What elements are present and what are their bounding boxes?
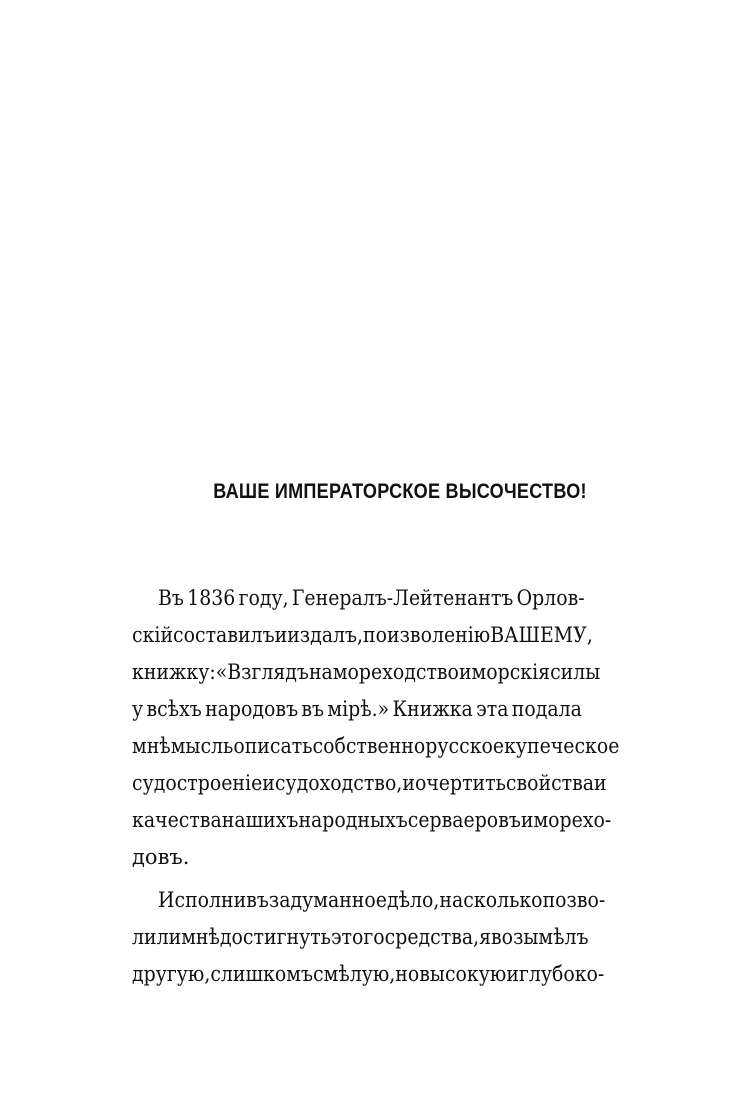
word: «Взглядъ — [215, 660, 309, 684]
word: другую, — [132, 962, 211, 986]
word: Орлов- — [516, 586, 585, 610]
text-line — [132, 839, 632, 876]
word: высокую — [419, 962, 507, 986]
word: мореходство — [332, 660, 459, 684]
word: на — [439, 888, 464, 912]
word: мысль — [170, 734, 234, 758]
word: издалъ, — [287, 623, 364, 647]
line-text — [132, 617, 593, 654]
word: и — [402, 771, 415, 795]
word: средства, — [384, 925, 480, 949]
word: дѣло, — [386, 888, 440, 912]
word: задуманное — [268, 888, 387, 912]
word: свойства — [505, 771, 595, 795]
text-line — [132, 691, 632, 728]
word: году, — [238, 586, 289, 610]
word: народовъ — [205, 697, 299, 721]
word: позво- — [542, 888, 606, 912]
word: изволенію — [387, 623, 491, 647]
word: и — [594, 771, 607, 795]
text-line — [132, 580, 632, 617]
line-text — [132, 802, 611, 839]
text-line — [132, 617, 632, 654]
word: подала — [511, 697, 582, 721]
text-line — [132, 728, 632, 765]
word: и — [458, 660, 472, 684]
text-line — [132, 956, 632, 993]
word: я — [479, 925, 492, 949]
word: и — [274, 623, 288, 647]
word: судостроеніе — [132, 771, 263, 795]
word: книжку: — [132, 660, 216, 684]
word: силы — [550, 660, 601, 684]
word: очертить — [414, 771, 506, 795]
word: ВАШЕМУ, — [490, 623, 593, 647]
word: лили — [132, 925, 182, 949]
word: сколько — [463, 888, 543, 912]
line-text — [132, 691, 582, 728]
word: достигнуть — [219, 925, 331, 949]
word: этого — [330, 925, 385, 949]
word: возымѣлъ — [491, 925, 589, 949]
text-line — [132, 882, 632, 919]
word: морскія — [471, 660, 551, 684]
text-line — [132, 765, 632, 802]
word: на — [308, 660, 333, 684]
body-text — [132, 580, 632, 993]
word: морехо- — [533, 808, 612, 832]
word: серваеровъ — [407, 808, 521, 832]
text-line — [132, 654, 632, 691]
word: и — [262, 771, 275, 795]
word: нашихъ — [221, 808, 299, 832]
word: по — [363, 623, 388, 647]
word: слишкомъ — [210, 962, 314, 986]
word: составилъ — [173, 623, 275, 647]
word: собственно — [312, 734, 426, 758]
text-line — [132, 919, 632, 956]
word: Исполнивъ — [158, 888, 269, 912]
word: народныхъ — [298, 808, 408, 832]
line-text: довъ. — [132, 845, 190, 869]
line-text — [132, 956, 604, 993]
word: судоходство, — [274, 771, 403, 795]
line-text — [132, 728, 619, 765]
word: въ — [301, 697, 325, 721]
word: скій — [132, 623, 174, 647]
word: описать — [233, 734, 313, 758]
word: 1836 — [187, 586, 236, 610]
word: у — [132, 697, 144, 721]
word: Книжка — [392, 697, 473, 721]
word: мнѣ — [132, 734, 171, 758]
word: смѣлую, — [313, 962, 396, 986]
word: Генералъ-Лейтенантъ — [291, 586, 514, 610]
word: качества — [132, 808, 222, 832]
word: эта — [476, 697, 509, 721]
word: и — [520, 808, 534, 832]
line-text — [132, 765, 607, 802]
dedication-heading: ВАШЕ ИМПЕРАТОРСКОЕ ВЫСОЧЕСТВО! — [213, 480, 587, 503]
word: и — [506, 962, 519, 986]
word: мірѣ.» — [327, 697, 390, 721]
word: купеческое — [504, 734, 620, 758]
word: мнѣ — [181, 925, 220, 949]
line-text — [158, 580, 585, 617]
text-line — [132, 802, 632, 839]
word: русское — [425, 734, 505, 758]
word: глубоко- — [518, 962, 605, 986]
line-text — [158, 882, 605, 919]
word: Въ — [158, 586, 184, 610]
line-text — [132, 919, 589, 956]
word: но — [395, 962, 420, 986]
word: всѣхъ — [146, 697, 202, 721]
line-text — [132, 654, 600, 691]
